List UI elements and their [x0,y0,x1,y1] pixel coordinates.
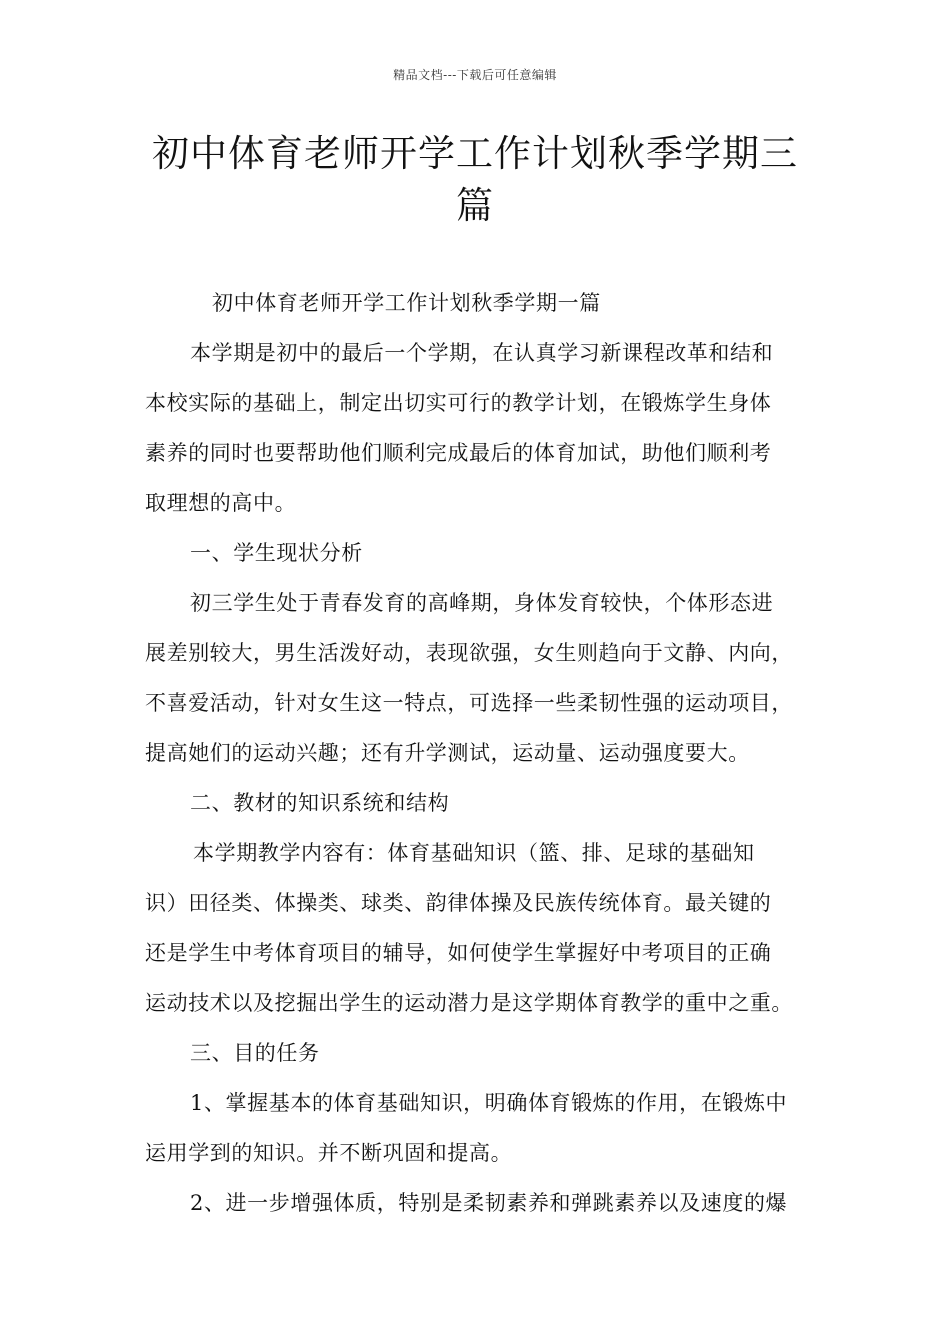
paragraph-line: 还是学生中考体育项目的辅导，如何使学生掌握好中考项目的正确 [145,941,772,965]
paragraph-line: 展差别较大，男生活泼好动，表现欲强，女生则趋向于文静、内向， [145,641,793,665]
paragraph-line: 本学期教学内容有：体育基础知识（篮、排、足球的基础知 [193,841,755,865]
paragraph-line: 运动技术以及挖掘出学生的运动潜力是这学期体育教学的重中之重。 [145,991,793,1015]
section-heading: 一、学生现状分析 [190,541,363,565]
paragraph-line: 2、进一步增强体质，特别是柔韧素养和弹跳素养以及速度的爆 [190,1191,788,1215]
paragraph-line: 识）田径类、体操类、球类、韵律体操及民族传统体育。最关键的 [145,891,772,915]
paragraph-line: 本校实际的基础上，制定出切实可行的教学计划，在锻炼学生身体 [145,391,772,415]
paragraph-line: 素养的同时也要帮助他们顺利完成最后的体育加试，助他们顺利考 [145,441,772,465]
title-line-1: 初中体育老师开学工作计划秋季学期三 [152,132,798,175]
document-title [130,128,820,232]
paragraph-line: 提高她们的运动兴趣；还有升学测试，运动量、运动强度要大。 [145,741,750,765]
section-heading: 二、教材的知识系统和结构 [190,791,450,815]
document-body [145,278,825,1228]
paragraph-line: 本学期是初中的最后一个学期，在认真学习新课程改革和结和 [190,341,774,365]
paragraph-line: 不喜爱活动，针对女生这一特点，可选择一些柔韧性强的运动项目， [145,691,793,715]
header-watermark: 精品文档---下载后可任意编辑 [393,68,557,82]
paragraph-line: 1、掌握基本的体育基础知识，明确体育锻炼的作用，在锻炼中 [190,1091,788,1115]
section-subtitle: 初中体育老师开学工作计划秋季学期一篇 [212,291,601,315]
paragraph-line: 运用学到的知识。并不断巩固和提高。 [145,1141,513,1165]
title-line-2: 篇 [456,184,494,227]
paragraph-line: 取理想的高中。 [145,491,297,515]
paragraph-line: 初三学生处于青春发育的高峰期，身体发育较快，个体形态进 [190,591,774,615]
section-heading: 三、目的任务 [190,1041,320,1065]
